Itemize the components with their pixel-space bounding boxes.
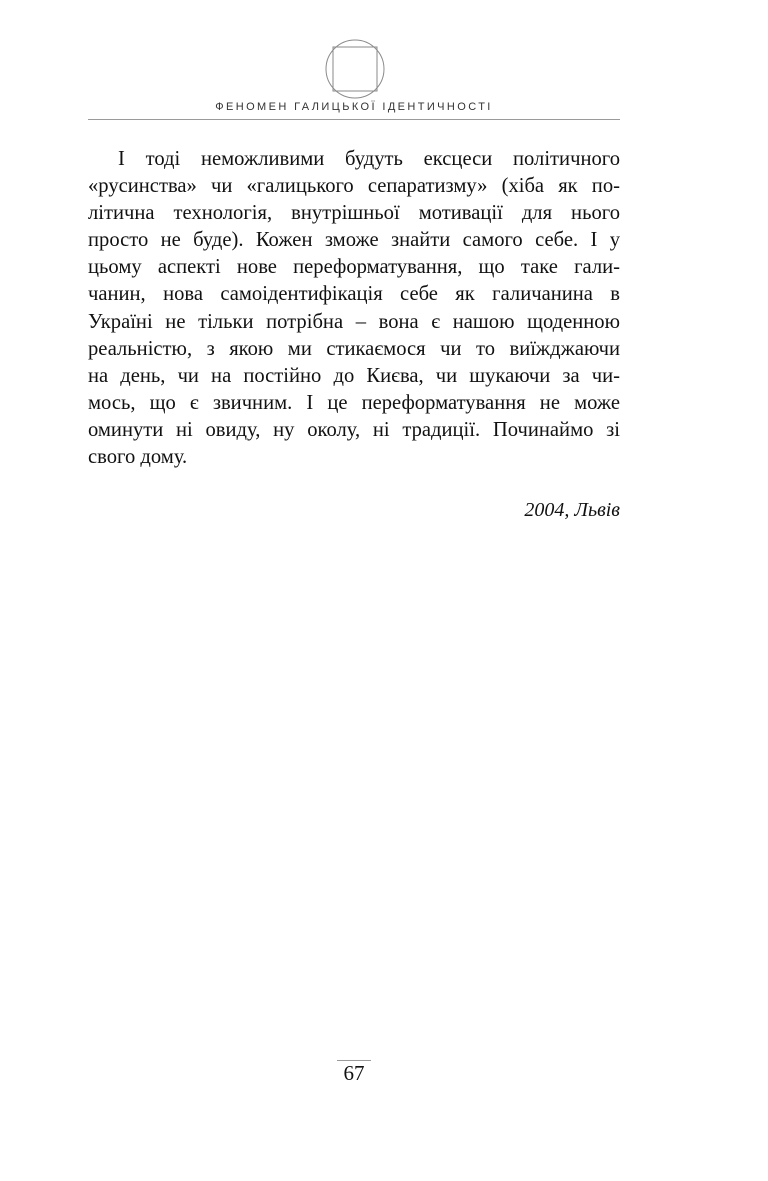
- text-line: Україні не тільки потрібна – вона є нашою щоденною: [88, 310, 620, 333]
- text-line: реальністю, з якою ми стикаємося чи то виїжджаючи: [88, 337, 620, 360]
- body-paragraph: [88, 146, 620, 471]
- running-header-title: ФЕНОМЕН ГАЛИЦЬКОЇ ІДЕНТИЧНОСТІ: [215, 101, 493, 113]
- text-line: цьому аспекті нове переформатування, що таке гали-: [88, 256, 620, 279]
- text-line: просто не буде). Кожен зможе знайти самого себе. І у: [88, 229, 620, 252]
- text-line: І тоді неможливими будуть ексцеси політичного: [118, 148, 620, 170]
- header-divider: [88, 119, 620, 120]
- text-line: на день, чи на постійно до Києва, чи шукаючи за чи-: [88, 364, 620, 387]
- text-line: літична технологія, внутрішньої мотивації для нього: [88, 202, 620, 225]
- page-number: 67: [343, 1061, 365, 1085]
- text-line: чанин, нова самоідентифікація себе як галичанина в: [88, 283, 620, 306]
- text-line: мось, що є звичним. І це переформатування не може: [88, 391, 620, 414]
- text-line: «русинства» чи «галицького сепаратизму» (хіба як по-: [88, 175, 620, 198]
- circle-square-emblem-icon: [324, 38, 386, 100]
- text-line: свого дому.: [88, 446, 188, 469]
- date-place-signature: 2004, Львів: [524, 499, 620, 521]
- text-line: оминути ні овиду, ну околу, ні традиції. Починаймо зі: [88, 418, 620, 441]
